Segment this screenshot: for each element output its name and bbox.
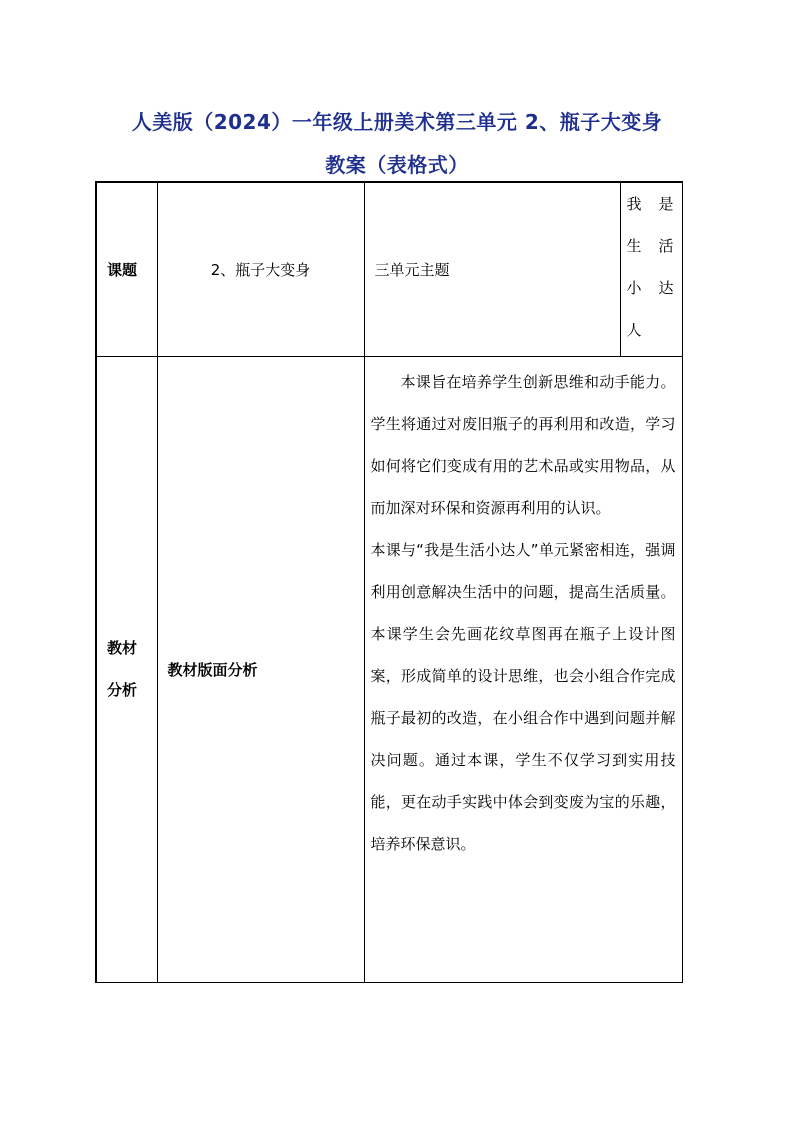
analysis-content <box>364 356 682 982</box>
unit-theme-line: 小 达 <box>626 279 674 297</box>
unit-theme-line: 人 <box>626 321 642 339</box>
table-row-topic <box>96 182 682 356</box>
lesson-title-cell: 2、瓶子大变身 <box>157 182 364 356</box>
analysis-paragraph-1: 本课旨在培养学生创新思维和动手能力。学生将通过对废旧瓶子的再利用和改造，学习如何将它们变成有用的艺术品或实用物品，从而加深对环保和资源再利用的认识。 <box>370 372 676 517</box>
analysis-label-line: 分析 <box>107 681 138 699</box>
table-row-analysis <box>96 356 682 982</box>
analysis-paragraph-2: 本课与“我是生活小达人”单元紧密相连，强调利用创意解决生活中的问题，提高生活质量。本课学生会先画花纹草图再在瓶子上设计图案，形成简单的设计思维，也会小组合作完成瓶子最初的改造，在小组合作中遇到问题并解决问题。通过本课，学生不仅学习到实用技能，更在动手实践中体会到变废为宝的乐趣，培养环保意识。 <box>370 540 676 853</box>
analysis-label-line: 教材 <box>107 639 138 657</box>
analysis-sublabel: 教材版面分析 <box>157 356 364 982</box>
document-title-line2: 教案（表格式） <box>325 153 469 177</box>
analysis-label <box>96 356 157 982</box>
unit-theme-line: 我 是 <box>626 195 674 213</box>
unit-theme-label: 三单元主题 <box>364 182 620 356</box>
topic-label: 课题 <box>96 182 157 356</box>
unit-theme-line: 生 活 <box>626 237 674 255</box>
unit-theme-value <box>620 182 682 356</box>
lesson-plan-table <box>95 181 683 983</box>
document-title-line1: 人美版（2024）一年级上册美术第三单元 2、瓶子大变身 <box>131 110 663 134</box>
